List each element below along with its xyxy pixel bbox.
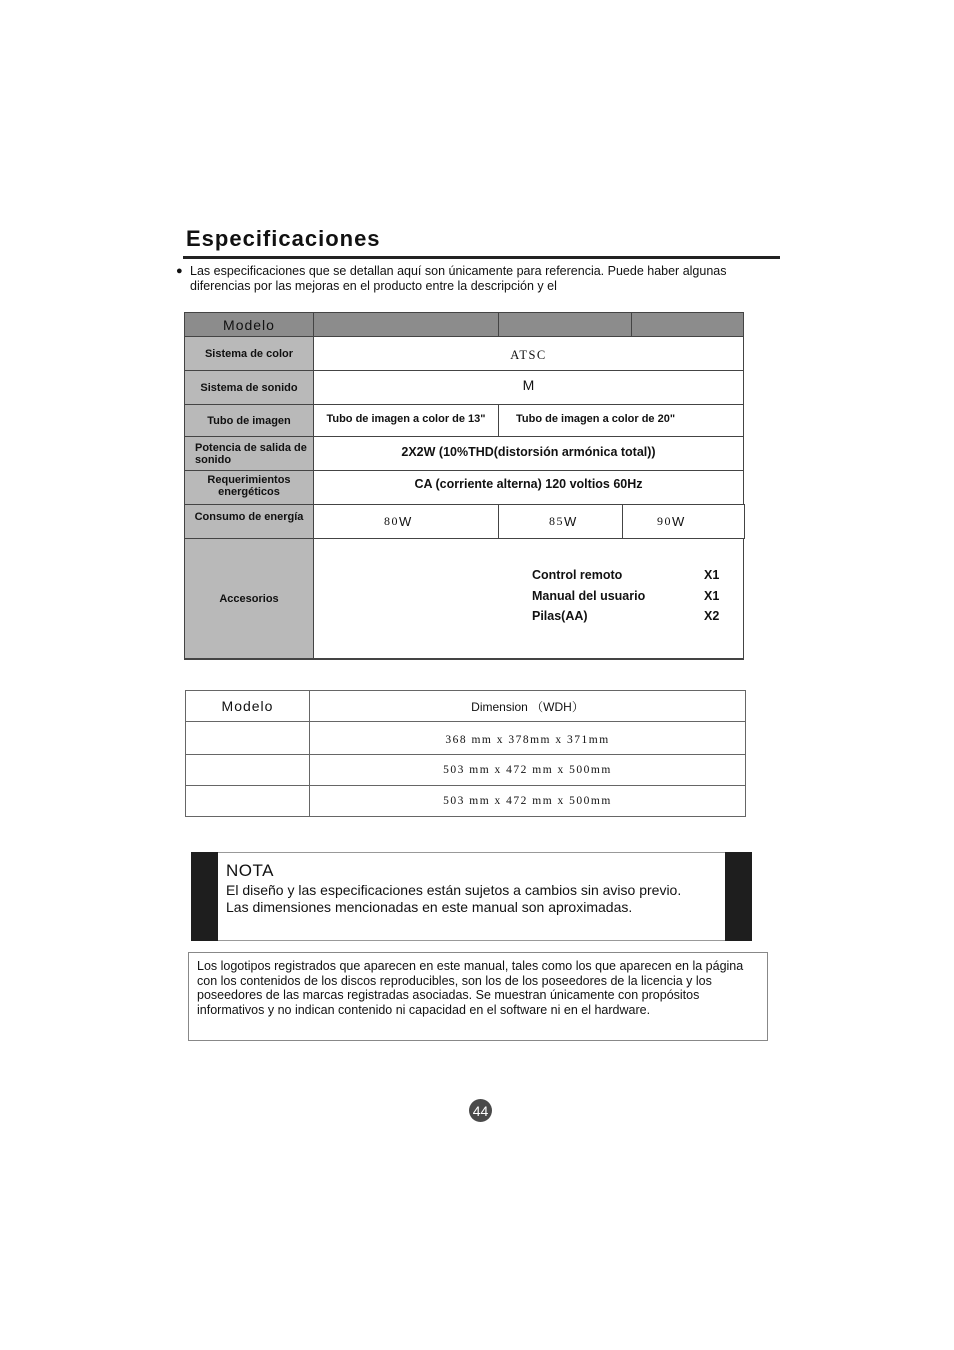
spec-label-audio: Potencia de salida de sonido <box>184 436 314 471</box>
accessory-qty: X2 <box>704 609 720 623</box>
bullet-icon: ● <box>176 265 183 277</box>
watt-number: 85 <box>549 514 564 528</box>
dimension-row-label <box>185 721 310 755</box>
spec-label-color: Sistema de color <box>184 336 314 371</box>
dimension-header-value: Dimension （WDH） <box>309 690 746 722</box>
spec-header-label: Modelo <box>184 312 314 337</box>
spec-value-consumption-2 <box>498 504 623 539</box>
spec-value-sound: M <box>313 370 744 405</box>
note-line-2: Las dimensiones mencionadas en este manual son aproximadas. <box>226 898 633 915</box>
spec-label-accessories: Accesorios <box>184 538 314 660</box>
spec-header-cell <box>313 312 499 337</box>
spec-value-consumption-1 <box>313 504 499 539</box>
note-text <box>226 882 716 915</box>
list-item <box>532 606 719 627</box>
spec-label-sound: Sistema de sonido <box>184 370 314 405</box>
spec-header-cell <box>631 312 744 337</box>
intro-paragraph <box>176 264 736 294</box>
accessory-name: Pilas(AA) <box>532 609 588 623</box>
spec-header-cell <box>498 312 632 337</box>
spec-table <box>184 312 744 660</box>
page-title: Especificaciones <box>186 226 381 251</box>
note-title: NOTA <box>226 861 274 880</box>
dimension-row-label <box>185 754 310 786</box>
page-number: 44 <box>469 1099 492 1122</box>
accessory-qty: X1 <box>704 568 720 582</box>
dimension-row-value: 503 mm x 472 mm x 500mm <box>309 785 746 817</box>
dimension-row-label <box>185 785 310 817</box>
spec-value-consumption-3 <box>622 504 745 539</box>
spec-value-accessories <box>313 538 744 660</box>
spec-value-power: CA (corriente alterna) 120 voltios 60Hz <box>313 470 744 505</box>
dimension-table <box>185 690 746 817</box>
spec-label-consumption: Consumo de energía <box>184 504 314 539</box>
dimension-row-value: 368 mm x 378mm x 371mm <box>309 721 746 755</box>
accessories-list <box>532 565 719 627</box>
note-line-1: El diseño y las especificaciones están sujetos a cambios sin aviso previo. <box>226 882 682 898</box>
accessory-name: Manual del usuario <box>532 588 646 603</box>
note-left-bar <box>191 852 218 941</box>
note-right-bar <box>725 852 752 941</box>
watt-number: 90 <box>657 514 672 528</box>
list-item <box>532 586 719 607</box>
note-box <box>191 852 752 941</box>
spec-label-power: Requerimientos energéticos <box>184 470 314 505</box>
watt-unit: W <box>672 514 685 529</box>
watt-number: 80 <box>384 514 399 528</box>
spec-value-color: ATSC <box>313 336 744 371</box>
spec-label-tube: Tubo de imagen <box>184 404 314 437</box>
accessory-qty: X1 <box>704 588 720 603</box>
list-item <box>532 565 719 586</box>
dimension-row-value: 503 mm x 472 mm x 500mm <box>309 754 746 786</box>
spec-value-audio: 2X2W (10%THD(distorsión armónica total)) <box>313 436 744 471</box>
intro-text: Las especificaciones que se detallan aquí son únicamente para referencia. Puede haber algunas diferencias por las mejoras en el producto entre la descripción y el <box>190 264 727 293</box>
accessory-name: Control remoto <box>532 568 623 582</box>
title-rule <box>183 256 780 259</box>
trademark-text: Los logotipos registrados que aparecen en este manual, tales como los que aparecen en la página con los contenidos de los discos reproducibles, son los de los poseedores de la licencia y los poseedores de las marcas registradas asociadas. Se muestran únicamente con propósitos informativos y no indican contenido ni capacidad en el software ni en el hardware. <box>197 959 744 1017</box>
trademark-box <box>188 952 768 1041</box>
watt-unit: W <box>399 514 412 529</box>
spec-value-tube-13: Tubo de imagen a color de 13" <box>313 404 499 437</box>
spec-value-tube-20: Tubo de imagen a color de 20" <box>498 404 744 437</box>
watt-unit: W <box>564 514 577 529</box>
dimension-header-label: Modelo <box>185 690 310 722</box>
